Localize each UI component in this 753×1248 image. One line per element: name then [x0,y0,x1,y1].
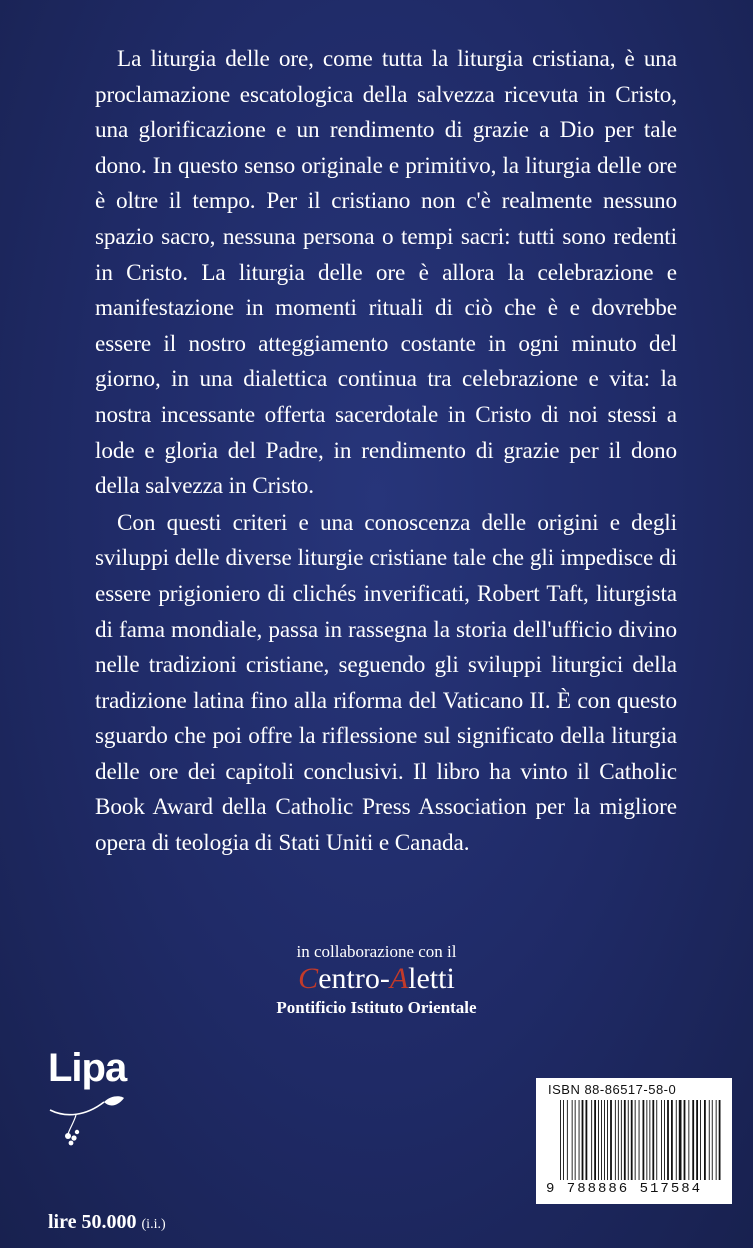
blurb-paragraph-2: Con questi criteri e una conoscenza delle origini e degli sviluppi delle diverse liturgie cristiane tale che gli impedisce di essere prigioniero di clichés inverificati, Robert Taft, liturgista di fama mondiale, passa in rassegna la storia dell'ufficio divino nelle tradizioni cristiane, seguendo gli sviluppi liturgici della tradizione latina fino alla riforma del Vaticano II. È con questo sguardo che poi offre la riflessione sul significato della liturgia delle ore dei capitoli conclusivi. Il libro ha vinto il Catholic Book Award della Catholic Press Association per la migliore opera di teologia di Stati Uniti e Canada. [95,509,677,857]
blurb-paragraph-1: La liturgia delle ore, come tutta la liturgia cristiana, è una proclamazione escatologica della salvezza ricevuta in Cristo, una glorificazione e un rendimento di grazie a Dio per tale dono. In questo senso originale e primitivo, la liturgia delle ore è oltre il tempo. Per il cristiano non c'è realmente nessuno spazio sacro, nessuna persona o tempi sacri: tutti sono redenti in Cristo. La liturgia delle ore è allora la celebrazione e manifestazione in momenti rituali di ciò che è e dovrebbe essere il nostro atteggiamento costante in ogni minuto del giorno, in una dialettica continua tra celebrazione e vita: la nostra incessante offerta sacerdotale in Cristo di noi stessi a lode e gloria del Padre, in rendimento di grazie per il dono della salvezza in Cristo. [95,46,677,500]
barcode-digits: 9 788886 517584 [546,1181,703,1197]
institute-name: Pontificio Istituto Orientale [276,998,477,1017]
centro-letter-c: C [298,962,319,995]
collaboration-intro: in collaborazione con il [296,942,457,961]
centro-text-2: letti [408,962,455,995]
publisher-logo: Lipa [48,1046,127,1090]
blurb-text [95,42,677,862]
centro-text-1: entro- [318,962,390,995]
centro-letter-a: A [389,962,409,995]
price-note: (i.i.) [141,1217,166,1232]
price-amount: lire 50.000 [48,1211,137,1233]
isbn-label: ISBN 88-86517-58-0 [548,1082,677,1097]
leaf-branch-icon [46,1088,126,1148]
barcode-bars [560,1100,722,1180]
isbn-barcode [536,1078,732,1204]
centro-aletti-logo [0,960,753,998]
price-label [48,1210,166,1237]
